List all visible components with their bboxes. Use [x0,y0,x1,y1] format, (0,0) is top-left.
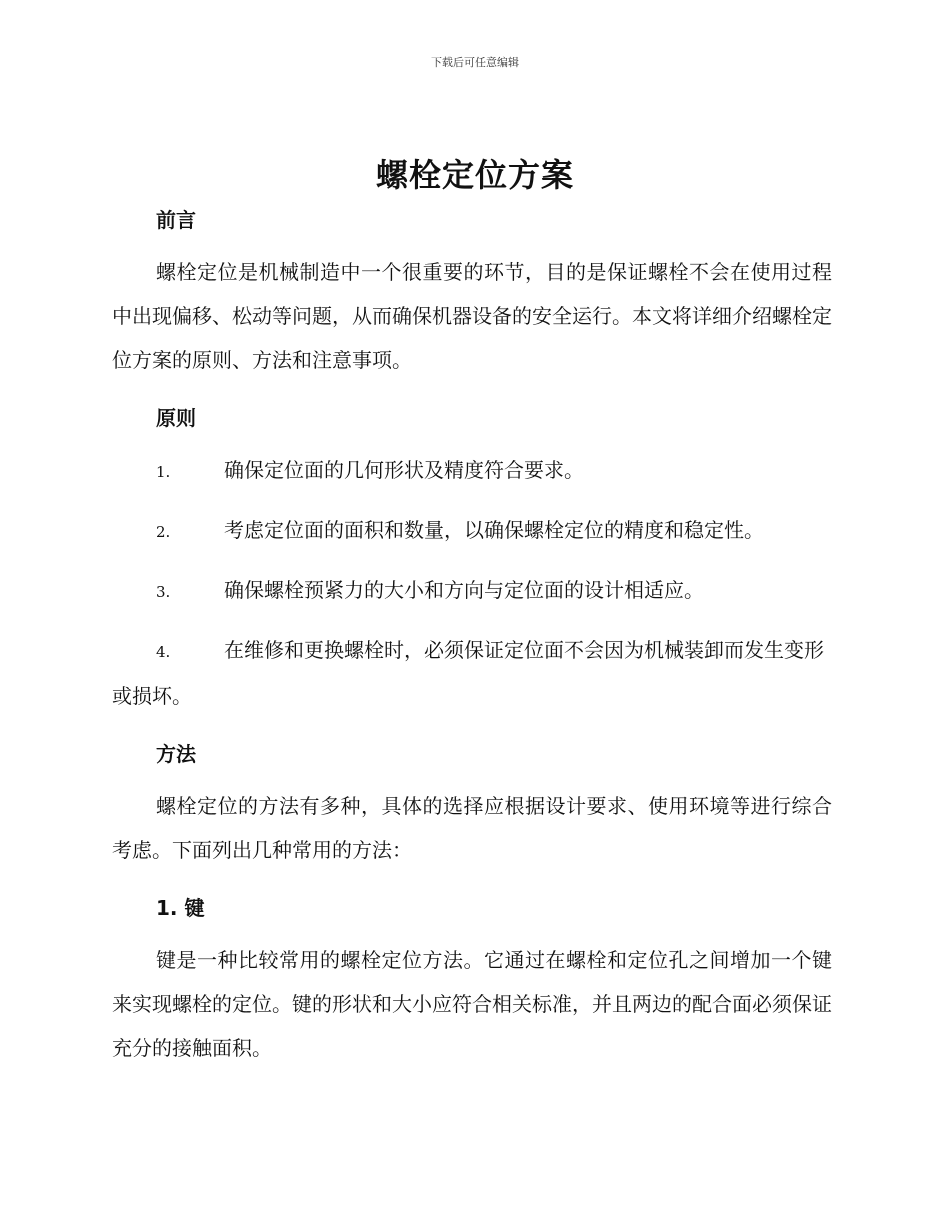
principle-text: 确保螺栓预紧力的大小和方向与定位面的设计相适应。 [224,578,704,602]
principle-number: 1. [156,463,171,481]
principle-item-4 [112,628,832,718]
section-heading-principles: 原则 [156,406,196,430]
principle-text: 考虑定位面的面积和数量，以确保螺栓定位的精度和稳定性。 [224,518,764,542]
subsection-heading-key: 1. 键 [156,896,205,920]
principle-item-3 [112,568,832,614]
principle-number: 4. [156,643,171,661]
principle-item-2 [112,508,832,554]
header-note: 下载后可任意编辑 [431,56,519,69]
document-title: 螺栓定位方案 [375,156,574,194]
principle-number: 3. [156,583,171,601]
methods-paragraph: 螺栓定位的方法有多种，具体的选择应根据设计要求、使用环境等进行综合考虑。下面列出几种常用的方法： [112,794,832,862]
document-body [112,204,832,1070]
principle-text: 确保定位面的几何形状及精度符合要求。 [224,458,584,482]
preface-paragraph: 螺栓定位是机械制造中一个很重要的环节，目的是保证螺栓不会在使用过程中出现偏移、松动等问题，从而确保机器设备的安全运行。本文将详细介绍螺栓定位方案的原则、方法和注意事项。 [112,260,832,372]
section-heading-methods: 方法 [156,742,196,766]
key-method-paragraph: 键是一种比较常用的螺栓定位方法。它通过在螺栓和定位孔之间增加一个键来实现螺栓的定位。键的形状和大小应符合相关标准，并且两边的配合面必须保证充分的接触面积。 [112,948,832,1060]
principle-item-1 [112,448,832,494]
section-heading-preface: 前言 [156,208,196,232]
principle-number: 2. [156,523,171,541]
principle-text: 在维修和更换螺栓时，必须保证定位面不会因为机械装卸而发生变形或损坏。 [112,638,824,708]
